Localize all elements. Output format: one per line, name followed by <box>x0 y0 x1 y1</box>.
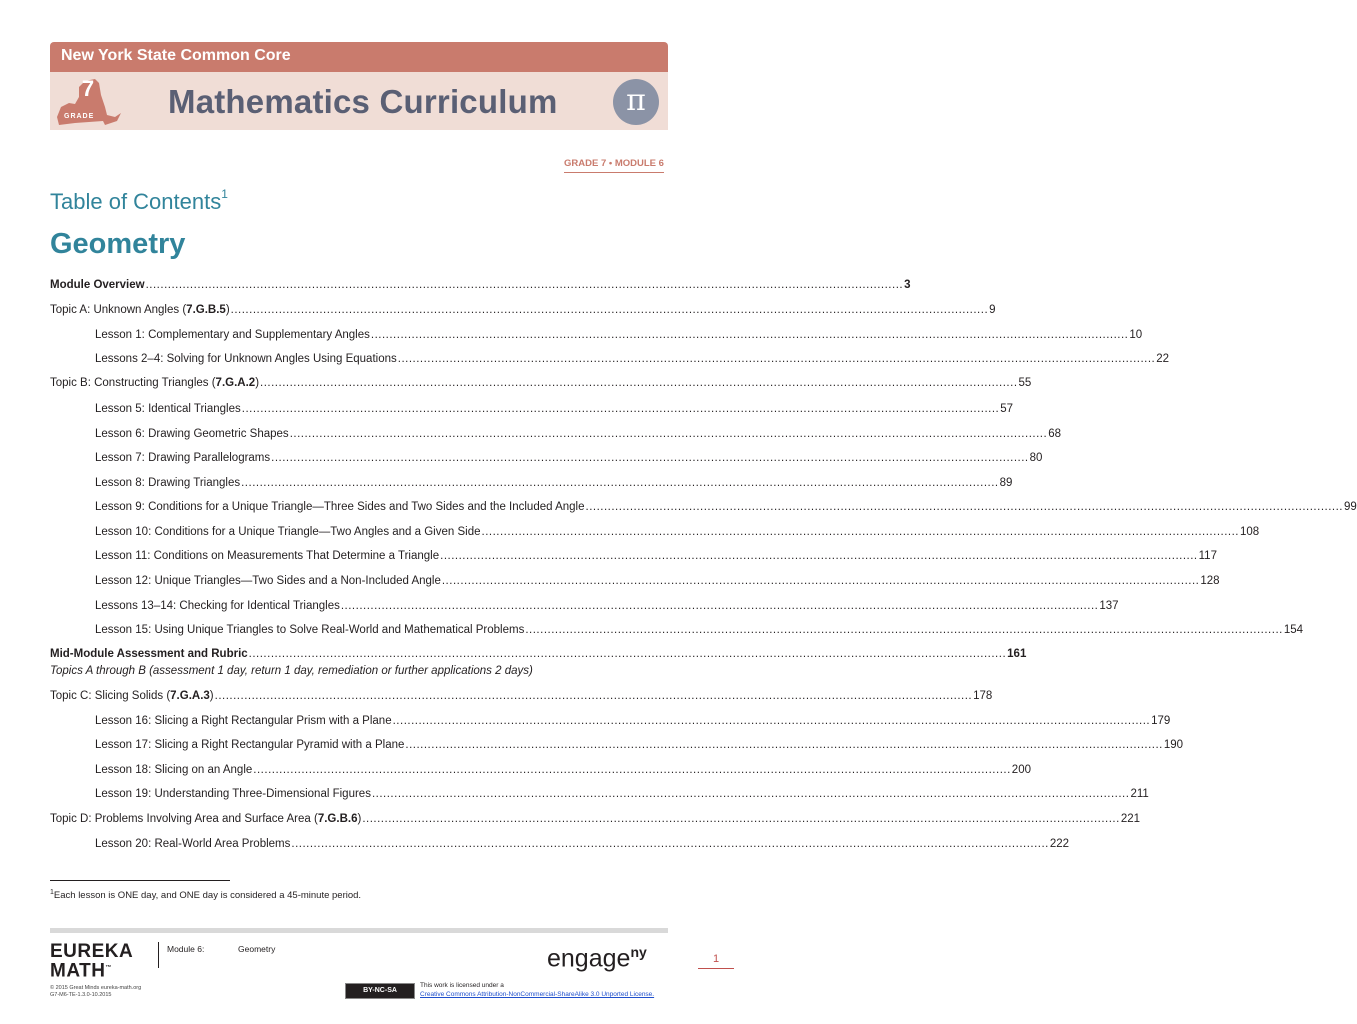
toc-entry-lesson-1[interactable] <box>95 329 1143 345</box>
toc-entry-label: Topic D: Problems Involving Area and Surface Area (7.G.B.6) <box>50 813 362 825</box>
toc-entry-topic-c[interactable] <box>50 690 993 706</box>
engageny-logo: engage$^{ny}$ <box>547 944 647 973</box>
toc-entry-label: Lesson 6: Drawing Geometric Shapes <box>95 428 289 440</box>
toc-title-text: Table of Contents <box>50 189 222 214</box>
toc-entry-page: 10 <box>1129 329 1143 341</box>
footer-divider <box>50 928 668 933</box>
leader-dots: ............................................................................................................................................................................................................. <box>289 428 1048 440</box>
leader-dots: ............................................................................................................................................................................................................. <box>340 600 1099 612</box>
toc-entry-page: 89 <box>999 477 1013 489</box>
toc-entry-label: Lesson 9: Conditions for a Unique Triangle—Three Sides and Two Sides and the Included Angle <box>95 501 585 513</box>
footer-separator <box>158 942 159 968</box>
toc-entry-lesson-12[interactable] <box>95 575 1220 591</box>
pi-icon: π <box>613 79 659 125</box>
footer-module-name: Geometry <box>238 944 276 954</box>
leader-dots: ............................................................................................................................................................................................................. <box>370 329 1129 341</box>
grade-word: GRADE <box>64 113 95 120</box>
leader-dots: ............................................................................................................................................................................................................. <box>362 813 1120 825</box>
standard-code: 7.G.A.3 <box>170 690 210 702</box>
toc-entry-module-overview[interactable] <box>50 279 911 295</box>
banner-text: New York State Common Core <box>61 47 291 64</box>
toc-entry-lesson-6[interactable] <box>95 428 1061 444</box>
toc-entry-lesson-16[interactable] <box>95 715 1171 731</box>
toc-entry-label: Module Overview <box>50 279 145 291</box>
toc-entry-page: 3 <box>904 279 911 291</box>
toc-entry-page: 179 <box>1151 715 1171 727</box>
copyright-text: © 2015 Great Minds eureka-math.org G7-M6-TE-1.3.0-10.2015 <box>50 985 142 998</box>
toc-entry-lesson-10[interactable] <box>95 526 1260 542</box>
toc-entry-label: Lesson 11: Conditions on Measurements That Determine a Triangle <box>95 550 440 562</box>
toc-entry-lesson-19[interactable] <box>95 788 1149 804</box>
footnote-number: 1 <box>50 889 54 896</box>
license-text <box>420 981 654 999</box>
curriculum-title: Mathematics Curriculum <box>168 83 558 120</box>
toc-entry-page: 117 <box>1198 550 1217 562</box>
toc-entry-label: Lesson 8: Drawing Triangles <box>95 477 241 489</box>
footnote-mark: 1 <box>221 187 228 201</box>
page-number: 1 <box>698 953 734 969</box>
leader-dots: ............................................................................................................................................................................................................. <box>230 304 989 316</box>
footnote-divider <box>50 880 230 881</box>
leader-dots: ............................................................................................................................................................................................................. <box>253 764 1011 776</box>
subject-title: Geometry <box>50 228 186 260</box>
standard-code: 7.G.B.6 <box>317 813 358 825</box>
toc-title <box>50 189 228 215</box>
toc-entry-label: Lesson 12: Unique Triangles—Two Sides and a Non-Included Angle <box>95 575 441 587</box>
toc-entry-label: Lessons 2–4: Solving for Unknown Angles Using Equations <box>95 353 397 365</box>
toc-entry-mid-module-assessment[interactable] <box>50 648 1027 664</box>
leader-dots: ............................................................................................................................................................................................................. <box>585 501 1343 513</box>
toc-entry-label: Topic C: Slicing Solids (7.G.A.3) <box>50 690 214 702</box>
toc-entry-lesson-7[interactable] <box>95 452 1043 468</box>
leader-dots: ............................................................................................................................................................................................................. <box>248 648 1007 660</box>
leader-dots: ............................................................................................................................................................................................................. <box>392 715 1151 727</box>
toc-entry-label: Topic A: Unknown Angles (7.G.B.5) <box>50 304 230 316</box>
toc-entry-page: 211 <box>1130 788 1149 800</box>
leader-dots: ............................................................................................................................................................................................................. <box>271 452 1029 464</box>
toc-entry-page: 200 <box>1011 764 1031 776</box>
eureka-logo-line1: EUREKA <box>50 941 134 962</box>
toc-entry-lesson-20[interactable] <box>95 838 1070 854</box>
footnote <box>50 889 361 901</box>
leader-dots: ............................................................................................................................................................................................................. <box>405 739 1163 751</box>
toc-entry-label: Lesson 16: Slicing a Right Rectangular Prism with a Plane <box>95 715 392 727</box>
leader-dots: ............................................................................................................................................................................................................. <box>525 624 1283 636</box>
toc-entry-label: Lesson 10: Conditions for a Unique Triangle—Two Angles and a Given Side <box>95 526 481 538</box>
leader-dots: ............................................................................................................................................................................................................. <box>440 550 1198 562</box>
leader-dots: ............................................................................................................................................................................................................. <box>241 403 1000 415</box>
mid-module-note: Topics A through B (assessment 1 day, return 1 day, remediation or further applications 2 days) <box>50 665 533 677</box>
creative-commons-badge[interactable]: BY-NC-SA <box>345 983 415 999</box>
leader-dots: ............................................................................................................................................................................................................. <box>481 526 1239 538</box>
toc-entry-page: 22 <box>1156 353 1170 365</box>
toc-entry-label: Topic B: Constructing Triangles (7.G.A.2) <box>50 377 260 389</box>
title-banner <box>50 72 668 130</box>
toc-entry-page: 80 <box>1029 452 1043 464</box>
toc-entry-lesson-9[interactable] <box>95 501 1357 517</box>
toc-entry-label: Lesson 19: Understanding Three-Dimensional Figures <box>95 788 371 800</box>
standard-code: 7.G.B.5 <box>186 304 226 316</box>
toc-entry-topic-a[interactable] <box>50 304 996 320</box>
toc-entry-topic-b[interactable] <box>50 377 1032 393</box>
toc-entry-page: 178 <box>973 690 993 702</box>
leader-dots: ............................................................................................................................................................................................................. <box>260 377 1018 389</box>
toc-entry-page: 57 <box>1000 403 1014 415</box>
toc-entry-lesson-8[interactable] <box>95 477 1013 493</box>
toc-entry-page: 68 <box>1048 428 1061 440</box>
leader-dots: ............................................................................................................................................................................................................. <box>397 353 1156 365</box>
toc-entry-label: Lesson 17: Slicing a Right Rectangular Pyramid with a Plane <box>95 739 405 751</box>
toc-entry-page: 55 <box>1018 377 1032 389</box>
leader-dots: ............................................................................................................................................................................................................. <box>241 477 999 489</box>
toc-entry-lessons-2-4[interactable] <box>95 353 1170 369</box>
toc-entry-label: Mid-Module Assessment and Rubric <box>50 648 248 660</box>
toc-entry-label: Lesson 1: Complementary and Supplementary Angles <box>95 329 370 341</box>
toc-entry-label: Lesson 15: Using Unique Triangles to Solve Real-World and Mathematical Problems <box>95 624 525 636</box>
toc-entry-label: Lesson 20: Real-World Area Problems <box>95 838 291 850</box>
grade-number: 7 <box>81 76 95 101</box>
header-banner <box>50 42 668 72</box>
license-link[interactable]: Creative Commons Attribution-NonCommercial-ShareAlike 3.0 Unported License. <box>420 991 655 998</box>
toc-entry-page: 221 <box>1120 813 1141 825</box>
toc-entry-lesson-15[interactable] <box>95 624 1304 640</box>
toc-entry-page: 222 <box>1049 838 1070 850</box>
leader-dots: ............................................................................................................................................................................................................. <box>145 279 904 291</box>
toc-entry-lesson-18[interactable] <box>95 764 1031 780</box>
toc-entry-lesson-17[interactable] <box>95 739 1184 755</box>
toc-entry-topic-d[interactable] <box>50 813 1141 829</box>
license-line: This work is licensed under a <box>420 982 504 989</box>
leader-dots: ............................................................................................................................................................................................................. <box>441 575 1200 587</box>
toc-entry-label: Lesson 5: Identical Triangles <box>95 403 241 415</box>
toc-entry-page: 9 <box>989 304 996 316</box>
grade-module-tag: GRADE 7 • MODULE 6 <box>564 158 664 173</box>
leader-dots: ............................................................................................................................................................................................................. <box>291 838 1049 850</box>
toc-entry-page: 99 <box>1344 501 1357 513</box>
eureka-math-logo <box>50 941 134 982</box>
toc-entry-page: 154 <box>1283 624 1304 636</box>
toc-entry-page: 128 <box>1200 575 1220 587</box>
toc-entry-label: Lesson 18: Slicing on an Angle <box>95 764 253 776</box>
footnote-text: Each lesson is ONE day, and ONE day is considered a 45-minute period. <box>53 890 362 902</box>
toc-entry-label: Lessons 13–14: Checking for Identical Triangles <box>95 600 340 612</box>
footer-module-label: Module 6: <box>167 944 205 954</box>
toc-entry-page: 108 <box>1240 526 1260 538</box>
eureka-logo-line2: MATH™ <box>50 960 112 982</box>
toc-entry-page: 137 <box>1099 600 1119 612</box>
toc-entry-label: Lesson 7: Drawing Parallelograms <box>95 452 271 464</box>
toc-entry-lesson-5[interactable] <box>95 403 1014 419</box>
toc-entry-page: 190 <box>1163 739 1184 751</box>
leader-dots: ............................................................................................................................................................................................................. <box>371 788 1130 800</box>
leader-dots: ............................................................................................................................................................................................................. <box>214 690 973 702</box>
standard-code: 7.G.A.2 <box>215 377 256 389</box>
toc-entry-lessons-13-14[interactable] <box>95 600 1119 616</box>
toc-entry-lesson-11[interactable] <box>95 550 1217 566</box>
toc-entry-page: 161 <box>1007 648 1027 660</box>
